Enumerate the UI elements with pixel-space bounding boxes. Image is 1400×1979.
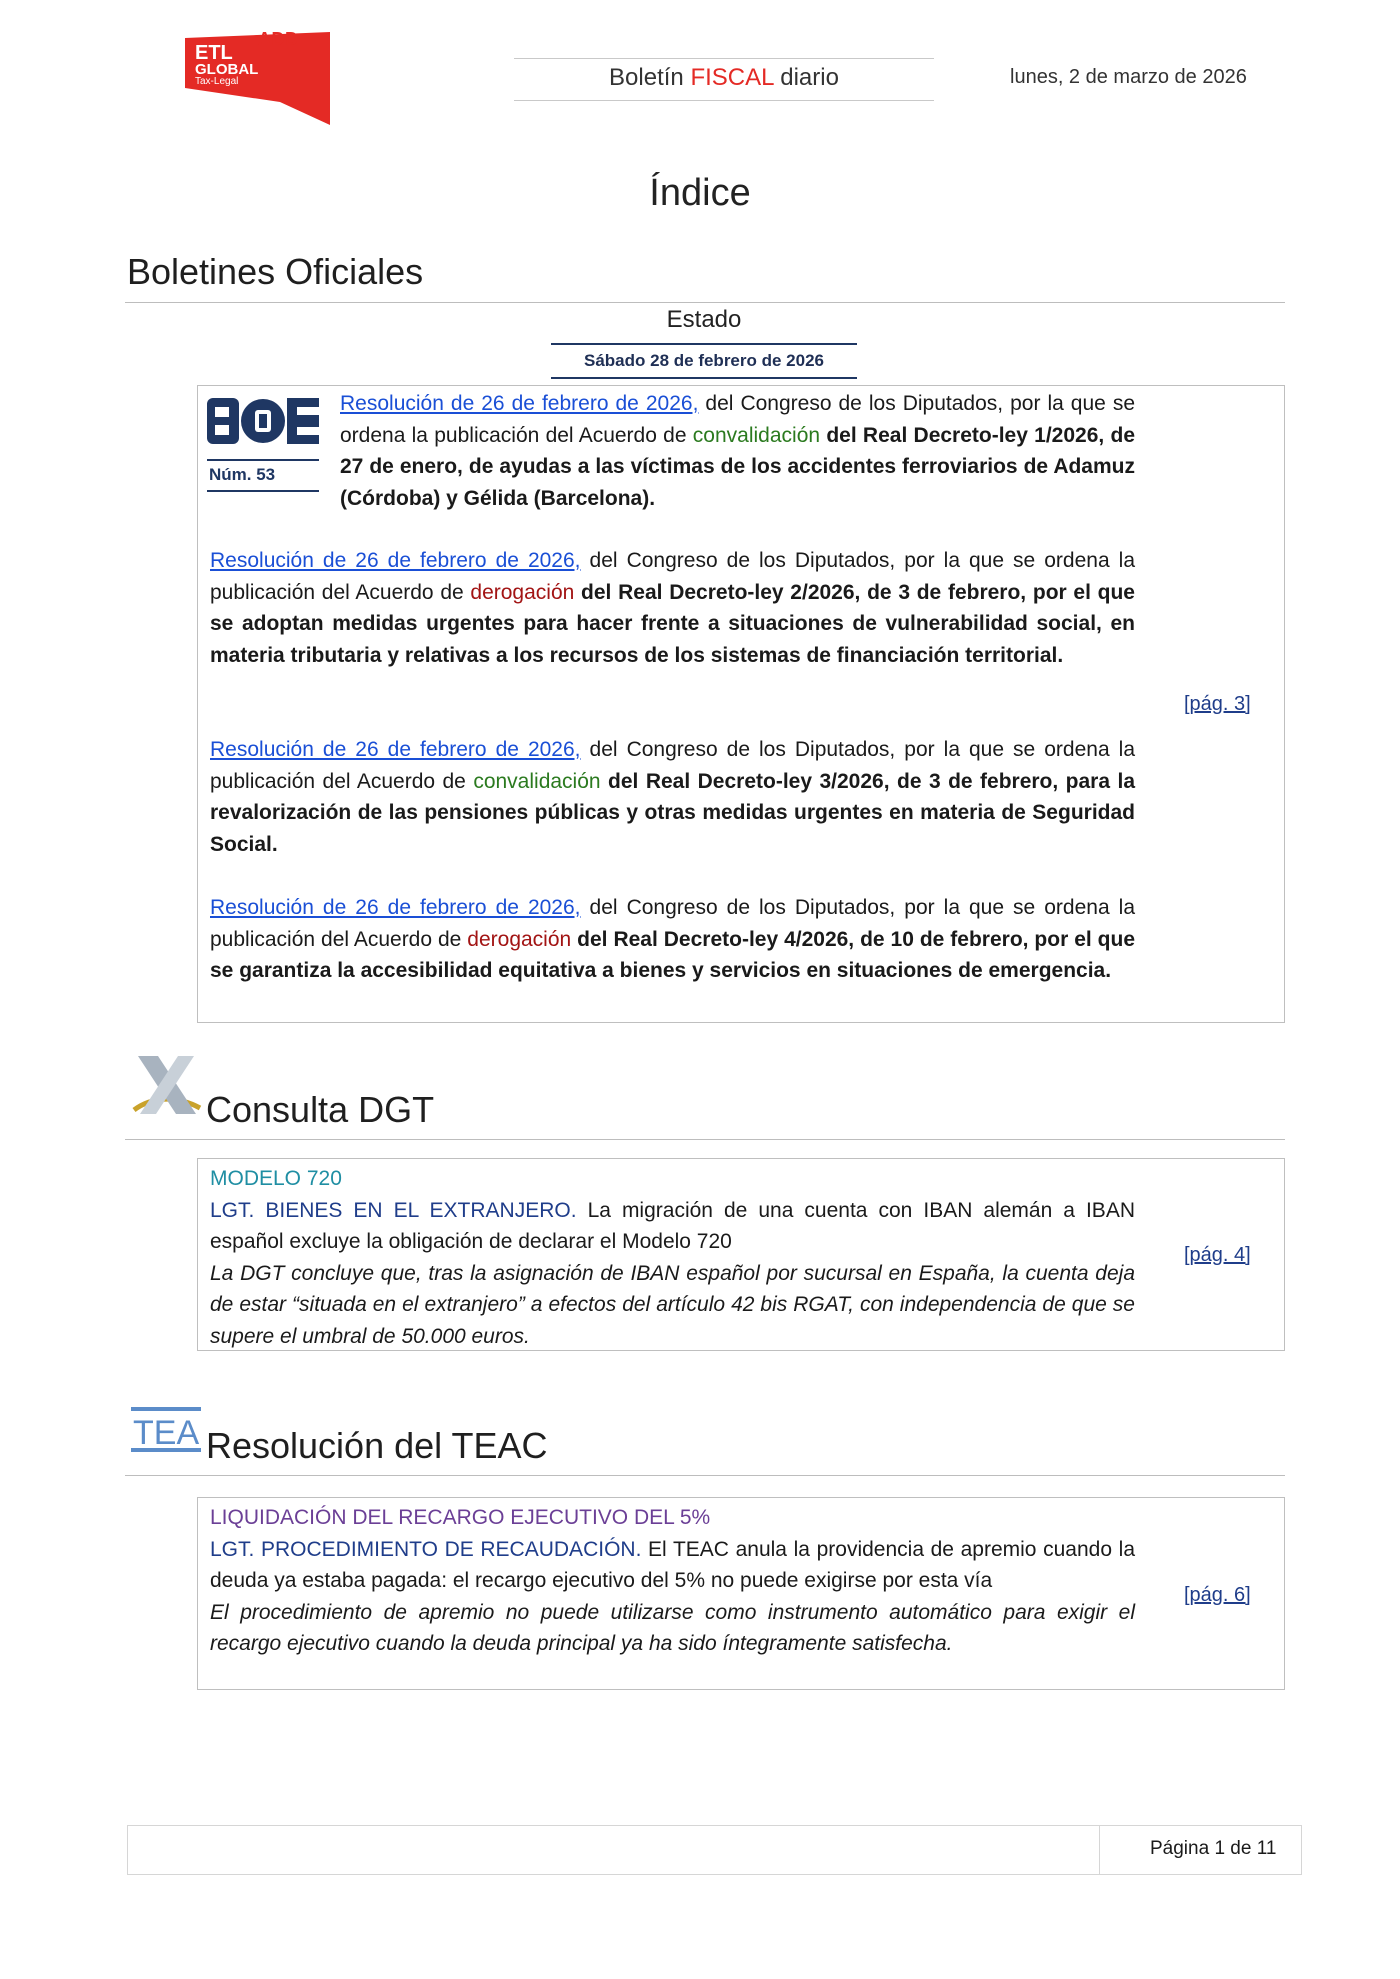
resolution-link-2[interactable]: Resolución de 26 de febrero de 2026,	[210, 549, 581, 572]
bulletin-item-2: Resolución de 26 de febrero de 2026, del Congreso de los Diputados, por la que se ordena la publicación del Acuerdo de derogación del Real Decreto-ley 2/2026, de 3 de febrero, por el que se adoptan medidas urgentes para hacer frente a situaciones de vulnerabilidad social, en materia tributaria y relativas a los recursos de los sistemas de financiación territorial.	[210, 549, 1136, 667]
index-title: Índice	[649, 172, 751, 214]
bulletin-date: Sábado 28 de febrero de 2026	[551, 343, 857, 379]
subsection-estado: Estado	[666, 306, 742, 333]
section-title-dgt: Consulta DGT	[206, 1089, 435, 1130]
resolution-link-1[interactable]: Resolución de 26 de febrero de 2026,	[340, 392, 699, 415]
bulletin-item-3: Resolución de 26 de febrero de 2026, del Congreso de los Diputados, por la que se ordena la publicación del Acuerdo de convalidación del Real Decreto-ley 3/2026, de 3 de febrero, para la revalorización de las pensiones públicas y otras medidas urgentes en materia de Seguridad Social.	[210, 738, 1136, 856]
bulletin-item-1: Resolución de 26 de febrero de 2026, del Congreso de los Diputados, por la que se ordena la publicación del Acuerdo de convalidación del Real Decreto-ley 1/2026, de 27 de enero, de ayudas a las víctimas de los accidentes ferroviarios de Adamuz (Córdoba) y Gélida (Barcelona).	[340, 392, 1136, 510]
page-ref-teac[interactable]: [pág. 6]	[1184, 1584, 1251, 1606]
page-ref-dgt[interactable]: [pág. 4]	[1184, 1244, 1251, 1266]
header-rule-top	[514, 58, 934, 59]
logo-global-text: GLOBAL	[195, 61, 259, 78]
dgt-summary: La migración de una cuenta con IBAN alemán a IBAN español excluye la obligación de declarar el Modelo 720	[210, 1198, 1135, 1253]
teac-category: LIQUIDACIÓN DEL RECARGO EJECUTIVO DEL 5%	[210, 1506, 711, 1529]
aeat-logo-icon	[128, 1052, 204, 1122]
teac-abstract: El procedimiento de apremio no puede utilizarse como instrumento automático para exigir el recargo ejecutivo cuando la deuda principal ya ha sido íntegramente satisfecha.	[210, 1600, 1135, 1655]
page-footer	[127, 1825, 1302, 1875]
section-rule	[125, 302, 1285, 303]
teac-entry	[210, 1502, 1135, 1660]
resolution-link-4[interactable]: Resolución de 26 de febrero de 2026,	[210, 896, 581, 919]
teac-heading: LGT. PROCEDIMIENTO DE RECAUDACIÓN.	[210, 1537, 642, 1561]
page-ref-boletines[interactable]: [pág. 3]	[1184, 693, 1251, 715]
boe-number: Núm. 53	[209, 465, 276, 484]
logo-tax-text: Tax-Legal	[195, 76, 239, 87]
page-number: Página 1 de 11	[1150, 1838, 1277, 1859]
section-rule	[125, 1139, 1285, 1140]
dgt-entry	[210, 1163, 1135, 1352]
section-title-teac: Resolución del TEAC	[206, 1425, 548, 1466]
dgt-category: MODELO 720	[210, 1167, 342, 1190]
svg-text:TEA: TEA	[133, 1414, 200, 1452]
header-rule-bottom	[514, 100, 934, 101]
logo-etl-text: ETL	[195, 42, 233, 64]
logo-add-text: ADD	[258, 29, 299, 49]
teac-logo-icon	[131, 1407, 201, 1455]
bulletin-item-4: Resolución de 26 de febrero de 2026, del Congreso de los Diputados, por la que se ordena la publicación del Acuerdo de derogación del Real Decreto-ley 4/2026, de 10 de febrero, por el que se garantiza la accesibilidad equitativa a bienes y servicios en situaciones de emergencia.	[210, 896, 1136, 982]
section-rule	[125, 1475, 1285, 1476]
header-date: lunes, 2 de marzo de 2026	[1010, 66, 1247, 88]
bulletin-title: Boletín FISCAL diario	[609, 64, 839, 91]
resolution-link-3[interactable]: Resolución de 26 de febrero de 2026,	[210, 738, 581, 761]
section-title-boletines: Boletines Oficiales	[127, 251, 424, 292]
dgt-abstract: La DGT concluye que, tras la asignación de IBAN español por sucursal en España, la cuenta deja de estar “situada en el extranjero” a efectos del artículo 42 bis RGAT, con independencia de que se supere el umbral de 50.000 euros.	[210, 1261, 1135, 1348]
dgt-heading: LGT. BIENES EN EL EXTRANJERO.	[210, 1198, 577, 1222]
footer-separator	[1099, 1826, 1100, 1874]
teac-summary: El TEAC anula la providencia de apremio cuando la deuda ya estaba pagada: el recargo ejecutivo del 5% no puede exigirse por esta vía	[210, 1537, 1135, 1592]
